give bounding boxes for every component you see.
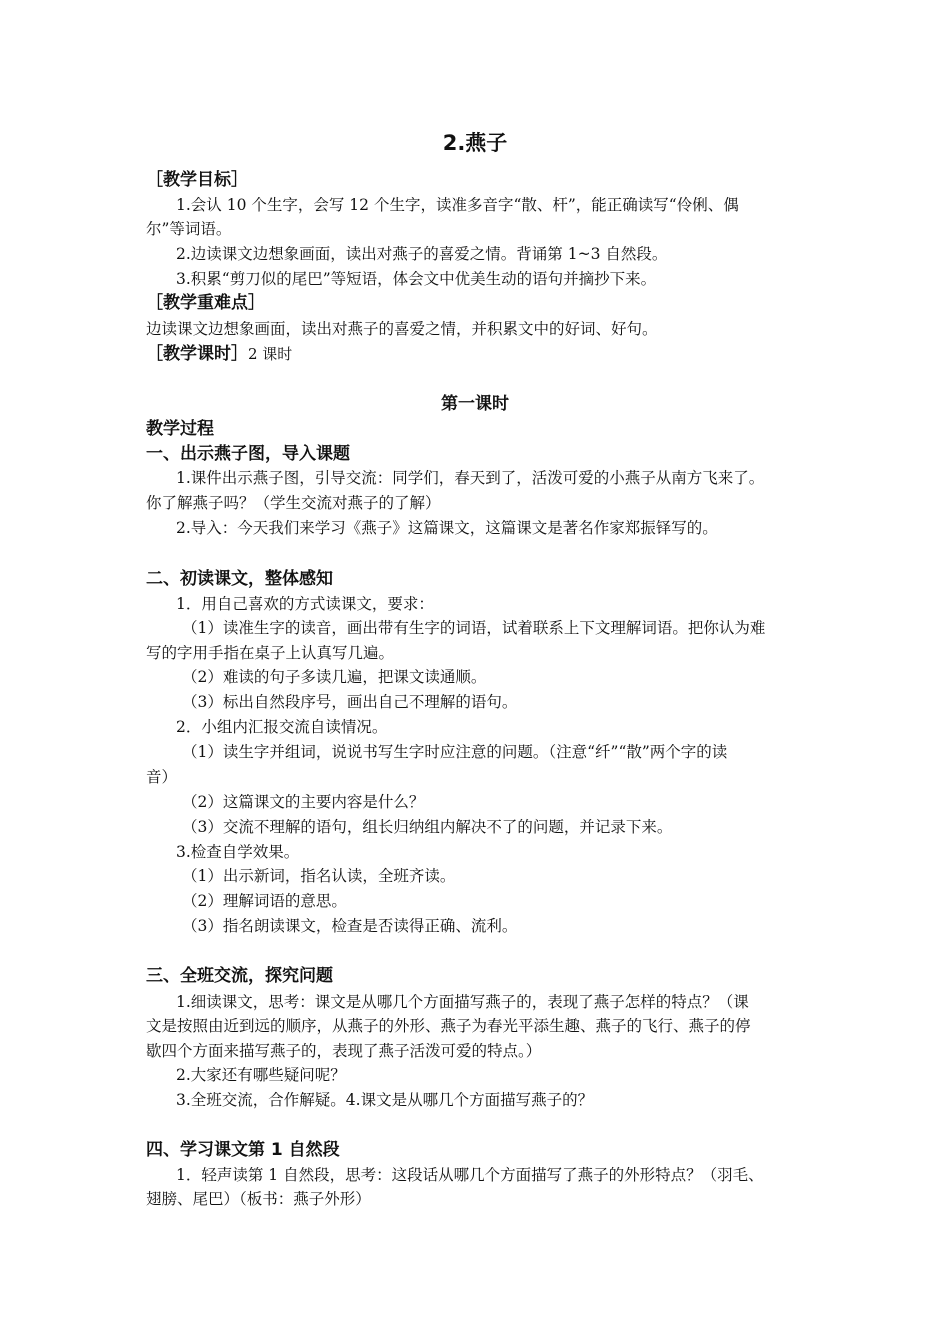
s3-p1-line-2: 文是按照由近到远的顺序，从燕子的外形、燕子为春光平添生趣、燕子的飞行、燕子的停 <box>146 1017 751 1035</box>
section-1-heading: 一、出示燕子图，导入课题 <box>146 444 350 464</box>
lesson-1-heading: 第一课时 <box>441 394 509 414</box>
section-4-heading: 四、学习课文第 1 自然段 <box>146 1140 340 1160</box>
s2-p2-3: （3）交流不理解的语句，组长归纳组内解决不了的问题，并记录下来。 <box>182 818 673 836</box>
s2-p3-1: （1）出示新词，指名认读，全班齐读。 <box>182 867 456 885</box>
s2-p3-2: （2）理解词语的意思。 <box>182 892 347 910</box>
goals-heading: ［教学目标］ <box>146 170 248 190</box>
s2-p2-2: （2）这篇课文的主要内容是什么？ <box>182 793 425 811</box>
s4-p1-line-2: 翅膀、尾巴）（板书：燕子外形） <box>146 1190 371 1208</box>
s2-p2-1-line-2: 音） <box>146 768 178 786</box>
s1-p1-line-2: 你了解燕子吗？（学生交流对燕子的了解） <box>146 494 441 512</box>
s2-p3: 3.检查自学效果。 <box>176 843 300 861</box>
lesson-title: 2.燕子 <box>442 131 508 155</box>
hours-row <box>146 342 822 366</box>
s1-p2: 2.导入：今天我们来学习《燕子》这篇课文，这篇课文是著名作家郑振铎写的。 <box>176 519 718 537</box>
s3-p1-line-3: 歇四个方面来描写燕子的，表现了燕子活泼可爱的特点。） <box>146 1042 542 1060</box>
section-2-heading: 二、初读课文，整体感知 <box>146 569 333 589</box>
s4-p1-line-1: 1．轻声读第 1 自然段，思考：这段话从哪几个方面描写了燕子的外形特点？（羽毛、 <box>176 1166 764 1184</box>
s3-p1-line-1: 1.细读课文，思考：课文是从哪几个方面描写燕子的，表现了燕子怎样的特点？（课 <box>176 993 749 1011</box>
key-points-text: 边读课文边想象画面，读出对燕子的喜爱之情，并积累文中的好词、好句。 <box>146 320 658 338</box>
s1-p1-line-1: 1.课件出示燕子图，引导交流：同学们，春天到了，活泼可爱的小燕子从南方飞来了。 <box>176 469 765 487</box>
s2-p2: 2．小组内汇报交流自读情况。 <box>176 718 388 736</box>
s2-p1: 1．用自己喜欢的方式读课文，要求： <box>176 595 434 613</box>
s2-p1-2: （2）难读的句子多读几遍，把课文读通顺。 <box>182 668 487 686</box>
key-points-heading: ［教学重难点］ <box>146 293 265 313</box>
s3-p2: 2.大家还有哪些疑问呢？ <box>176 1066 346 1084</box>
process-heading: 教学过程 <box>146 419 214 439</box>
goal-1-line-1: 1.会认 10 个生字，会写 12 个生字，读准多音字“散、杆”，能正确读写“伶俐、偶 <box>176 196 739 214</box>
s2-p1-3: （3）标出自然段序号，画出自己不理解的语句。 <box>182 693 518 711</box>
goal-3: 3.积累“剪刀似的尾巴”等短语，体会文中优美生动的语句并摘抄下来。 <box>176 270 657 288</box>
section-3-heading: 三、全班交流，探究问题 <box>146 966 333 986</box>
s2-p2-1-line-1: （1）读生字并组词，说说书写生字时应注意的问题。（注意“纤”“散”两个字的读 <box>182 743 728 761</box>
goal-2: 2.边读课文边想象画面，读出对燕子的喜爱之情。背诵第 1~3 自然段。 <box>176 245 668 263</box>
hours-value: 2 课时 <box>248 345 293 363</box>
s2-p1-1-line-1: （1）读准生字的读音，画出带有生字的词语，试着联系上下文理解词语。把你认为难 <box>182 619 766 637</box>
s2-p3-3: （3）指名朗读课文，检查是否读得正确、流利。 <box>182 917 518 935</box>
hours-heading: ［教学课时］ <box>146 344 248 364</box>
s3-p3: 3.全班交流，合作解疑。4.课文是从哪几个方面描写燕子的？ <box>176 1091 594 1109</box>
goal-1-line-2: 尔”等词语。 <box>146 220 232 238</box>
s2-p1-1-line-2: 写的字用手指在桌子上认真写几遍。 <box>146 644 395 662</box>
